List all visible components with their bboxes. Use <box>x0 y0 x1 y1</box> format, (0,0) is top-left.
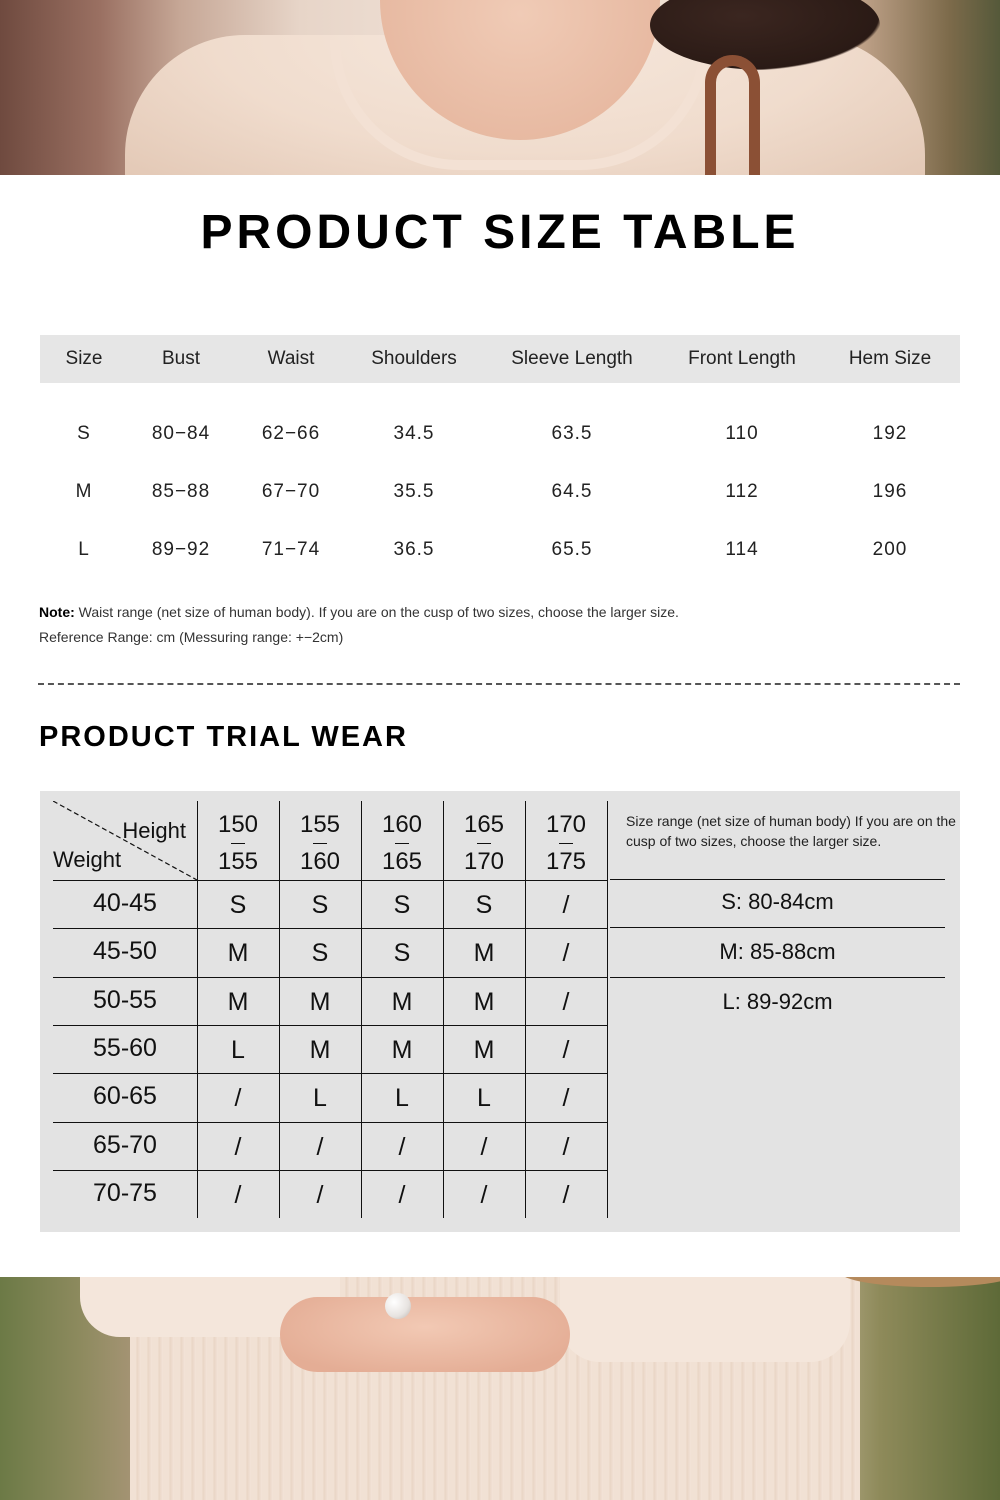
weight-axis-label: Weight <box>53 847 122 872</box>
size-recommendation: / <box>316 1180 324 1209</box>
corner-header <box>53 801 197 880</box>
weight-label: 45-50 <box>93 937 157 966</box>
size-recommendation: / <box>398 1132 406 1161</box>
table-cell: 80−84 <box>151 423 211 444</box>
size-recommendation: S <box>311 891 329 919</box>
size-range-m: M: 85-88cm <box>719 939 836 964</box>
sleeve-right <box>560 1277 850 1362</box>
height-to: 170 <box>463 848 505 875</box>
grid-line <box>53 880 607 881</box>
grid-line <box>53 1025 607 1026</box>
table-cell: 36.5 <box>393 539 435 560</box>
size-recommendation: / <box>562 1132 570 1161</box>
note-label: Note: <box>39 604 75 620</box>
range-bar <box>313 843 327 844</box>
note-text: Waist range (net size of human body). If you are on the cusp of two sizes, choose the larger size. <box>74 604 679 620</box>
table-cell: 192 <box>872 423 908 444</box>
table-cell: 114 <box>725 539 759 560</box>
height-from: 155 <box>299 811 341 838</box>
size-recommendation: / <box>234 1084 242 1113</box>
size-recommendation: S <box>475 891 493 919</box>
weight-label: 65-70 <box>93 1130 157 1159</box>
grid-line <box>53 928 607 929</box>
table-cell: L <box>78 539 90 560</box>
grid-line <box>53 1170 607 1171</box>
size-recommendation: M <box>227 939 249 968</box>
grid-line <box>610 977 945 978</box>
table-cell: 85−88 <box>151 481 211 502</box>
column-header: Size <box>65 348 103 369</box>
range-bar <box>395 843 409 844</box>
size-recommendation: M <box>309 987 331 1016</box>
size-recommendation: / <box>316 1132 324 1161</box>
column-header: Waist <box>267 348 315 369</box>
table-cell: 63.5 <box>551 423 593 444</box>
size-recommendation: L <box>231 1035 245 1064</box>
footer-photo <box>0 1277 1000 1500</box>
pearl-ring <box>385 1293 411 1319</box>
column-header: Sleeve Length <box>511 348 633 369</box>
height-to: 165 <box>381 848 423 875</box>
table-cell: M <box>75 481 93 502</box>
table-cell: 35.5 <box>393 481 435 502</box>
size-table <box>40 335 960 579</box>
height-to: 175 <box>545 848 587 875</box>
trial-wear-table <box>40 791 960 1232</box>
size-range-s: S: 80-84cm <box>721 889 834 914</box>
height-column-header <box>197 801 279 880</box>
size-recommendation: S <box>229 891 247 919</box>
hands-shape <box>280 1297 570 1372</box>
size-recommendation: M <box>473 1035 495 1064</box>
size-recommendation: M <box>391 987 413 1016</box>
height-column-header <box>361 801 443 880</box>
weight-label: 70-75 <box>93 1178 157 1207</box>
table-cell: 64.5 <box>551 481 593 502</box>
height-column-header <box>443 801 525 880</box>
size-recommendation: / <box>234 1132 242 1161</box>
size-recommendation: / <box>562 1180 570 1209</box>
range-bar <box>477 843 491 844</box>
weight-label: 50-55 <box>93 985 157 1014</box>
table-cell: 196 <box>872 481 908 502</box>
size-range-l: L: 89-92cm <box>722 989 833 1014</box>
grid-line <box>607 801 608 1218</box>
height-from: 150 <box>217 811 259 838</box>
table-cell: 200 <box>872 539 908 560</box>
grid-line <box>53 1073 607 1074</box>
weight-label: 40-45 <box>93 889 157 917</box>
table-cell: 65.5 <box>551 539 593 560</box>
grid-line <box>53 1122 607 1123</box>
size-recommendation: S <box>393 891 411 919</box>
size-recommendation: S <box>393 939 411 968</box>
height-axis-label: Height <box>122 818 186 843</box>
size-range-note: Size range (net size of human body) If you are on the cusp of two sizes, choose the larger size. <box>626 813 956 849</box>
size-recommendation: / <box>562 1035 570 1064</box>
size-recommendation: / <box>480 1180 488 1209</box>
size-recommendation: M <box>473 987 495 1016</box>
table-cell: 67−70 <box>261 481 321 502</box>
size-recommendation: M <box>391 1035 413 1064</box>
size-recommendation: M <box>309 1035 331 1064</box>
table-row <box>40 521 960 579</box>
column-header: Shoulders <box>371 348 457 369</box>
grid-line <box>610 879 945 880</box>
size-recommendation: M <box>227 987 249 1016</box>
size-recommendation: / <box>562 939 570 968</box>
range-bar <box>231 843 245 844</box>
column-header: Bust <box>161 348 201 369</box>
height-from: 160 <box>381 811 423 838</box>
height-to: 160 <box>299 848 341 875</box>
size-recommendation: S <box>311 939 329 968</box>
weight-label: 60-65 <box>93 1082 157 1111</box>
weight-label: 55-60 <box>93 1033 157 1062</box>
table-cell: 71−74 <box>261 539 321 560</box>
size-recommendation: / <box>480 1132 488 1161</box>
size-recommendation: L <box>313 1084 327 1113</box>
size-recommendation: M <box>473 939 495 968</box>
table-row <box>40 463 960 521</box>
height-column-header <box>279 801 361 880</box>
size-table-title: PRODUCT SIZE TABLE <box>200 206 800 259</box>
table-cell: 62−66 <box>261 423 321 444</box>
size-table-header <box>40 335 960 383</box>
reference-range: Reference Range: cm (Messuring range: +−2cm) <box>39 629 344 645</box>
dashed-divider <box>38 683 960 685</box>
header-photo <box>0 0 1000 175</box>
grid-line <box>53 977 607 978</box>
table-cell: 110 <box>725 423 759 444</box>
table-cell: 34.5 <box>393 423 435 444</box>
size-recommendation: / <box>562 987 570 1016</box>
size-note <box>39 600 679 650</box>
size-recommendation: / <box>562 1084 570 1113</box>
column-header: Hem Size <box>848 348 932 369</box>
height-from: 170 <box>545 811 587 838</box>
grid-line <box>610 927 945 928</box>
height-from: 165 <box>463 811 505 838</box>
trial-wear-title: PRODUCT TRIAL WEAR <box>39 721 408 753</box>
table-cell: 89−92 <box>151 539 211 560</box>
basket-shape <box>840 1277 1000 1287</box>
table-cell: S <box>77 423 91 444</box>
size-recommendation: / <box>398 1180 406 1209</box>
size-recommendation: L <box>477 1084 491 1113</box>
range-bar <box>559 843 573 844</box>
size-recommendation: L <box>395 1084 409 1113</box>
height-to: 155 <box>217 848 259 875</box>
bag-strap <box>705 55 760 175</box>
table-row <box>40 405 960 463</box>
size-recommendation: / <box>562 891 570 919</box>
size-info-panel <box>0 175 1000 1277</box>
height-column-header <box>525 801 607 880</box>
size-recommendation: / <box>234 1180 242 1209</box>
column-header: Front Length <box>688 348 796 369</box>
table-cell: 112 <box>725 481 759 502</box>
